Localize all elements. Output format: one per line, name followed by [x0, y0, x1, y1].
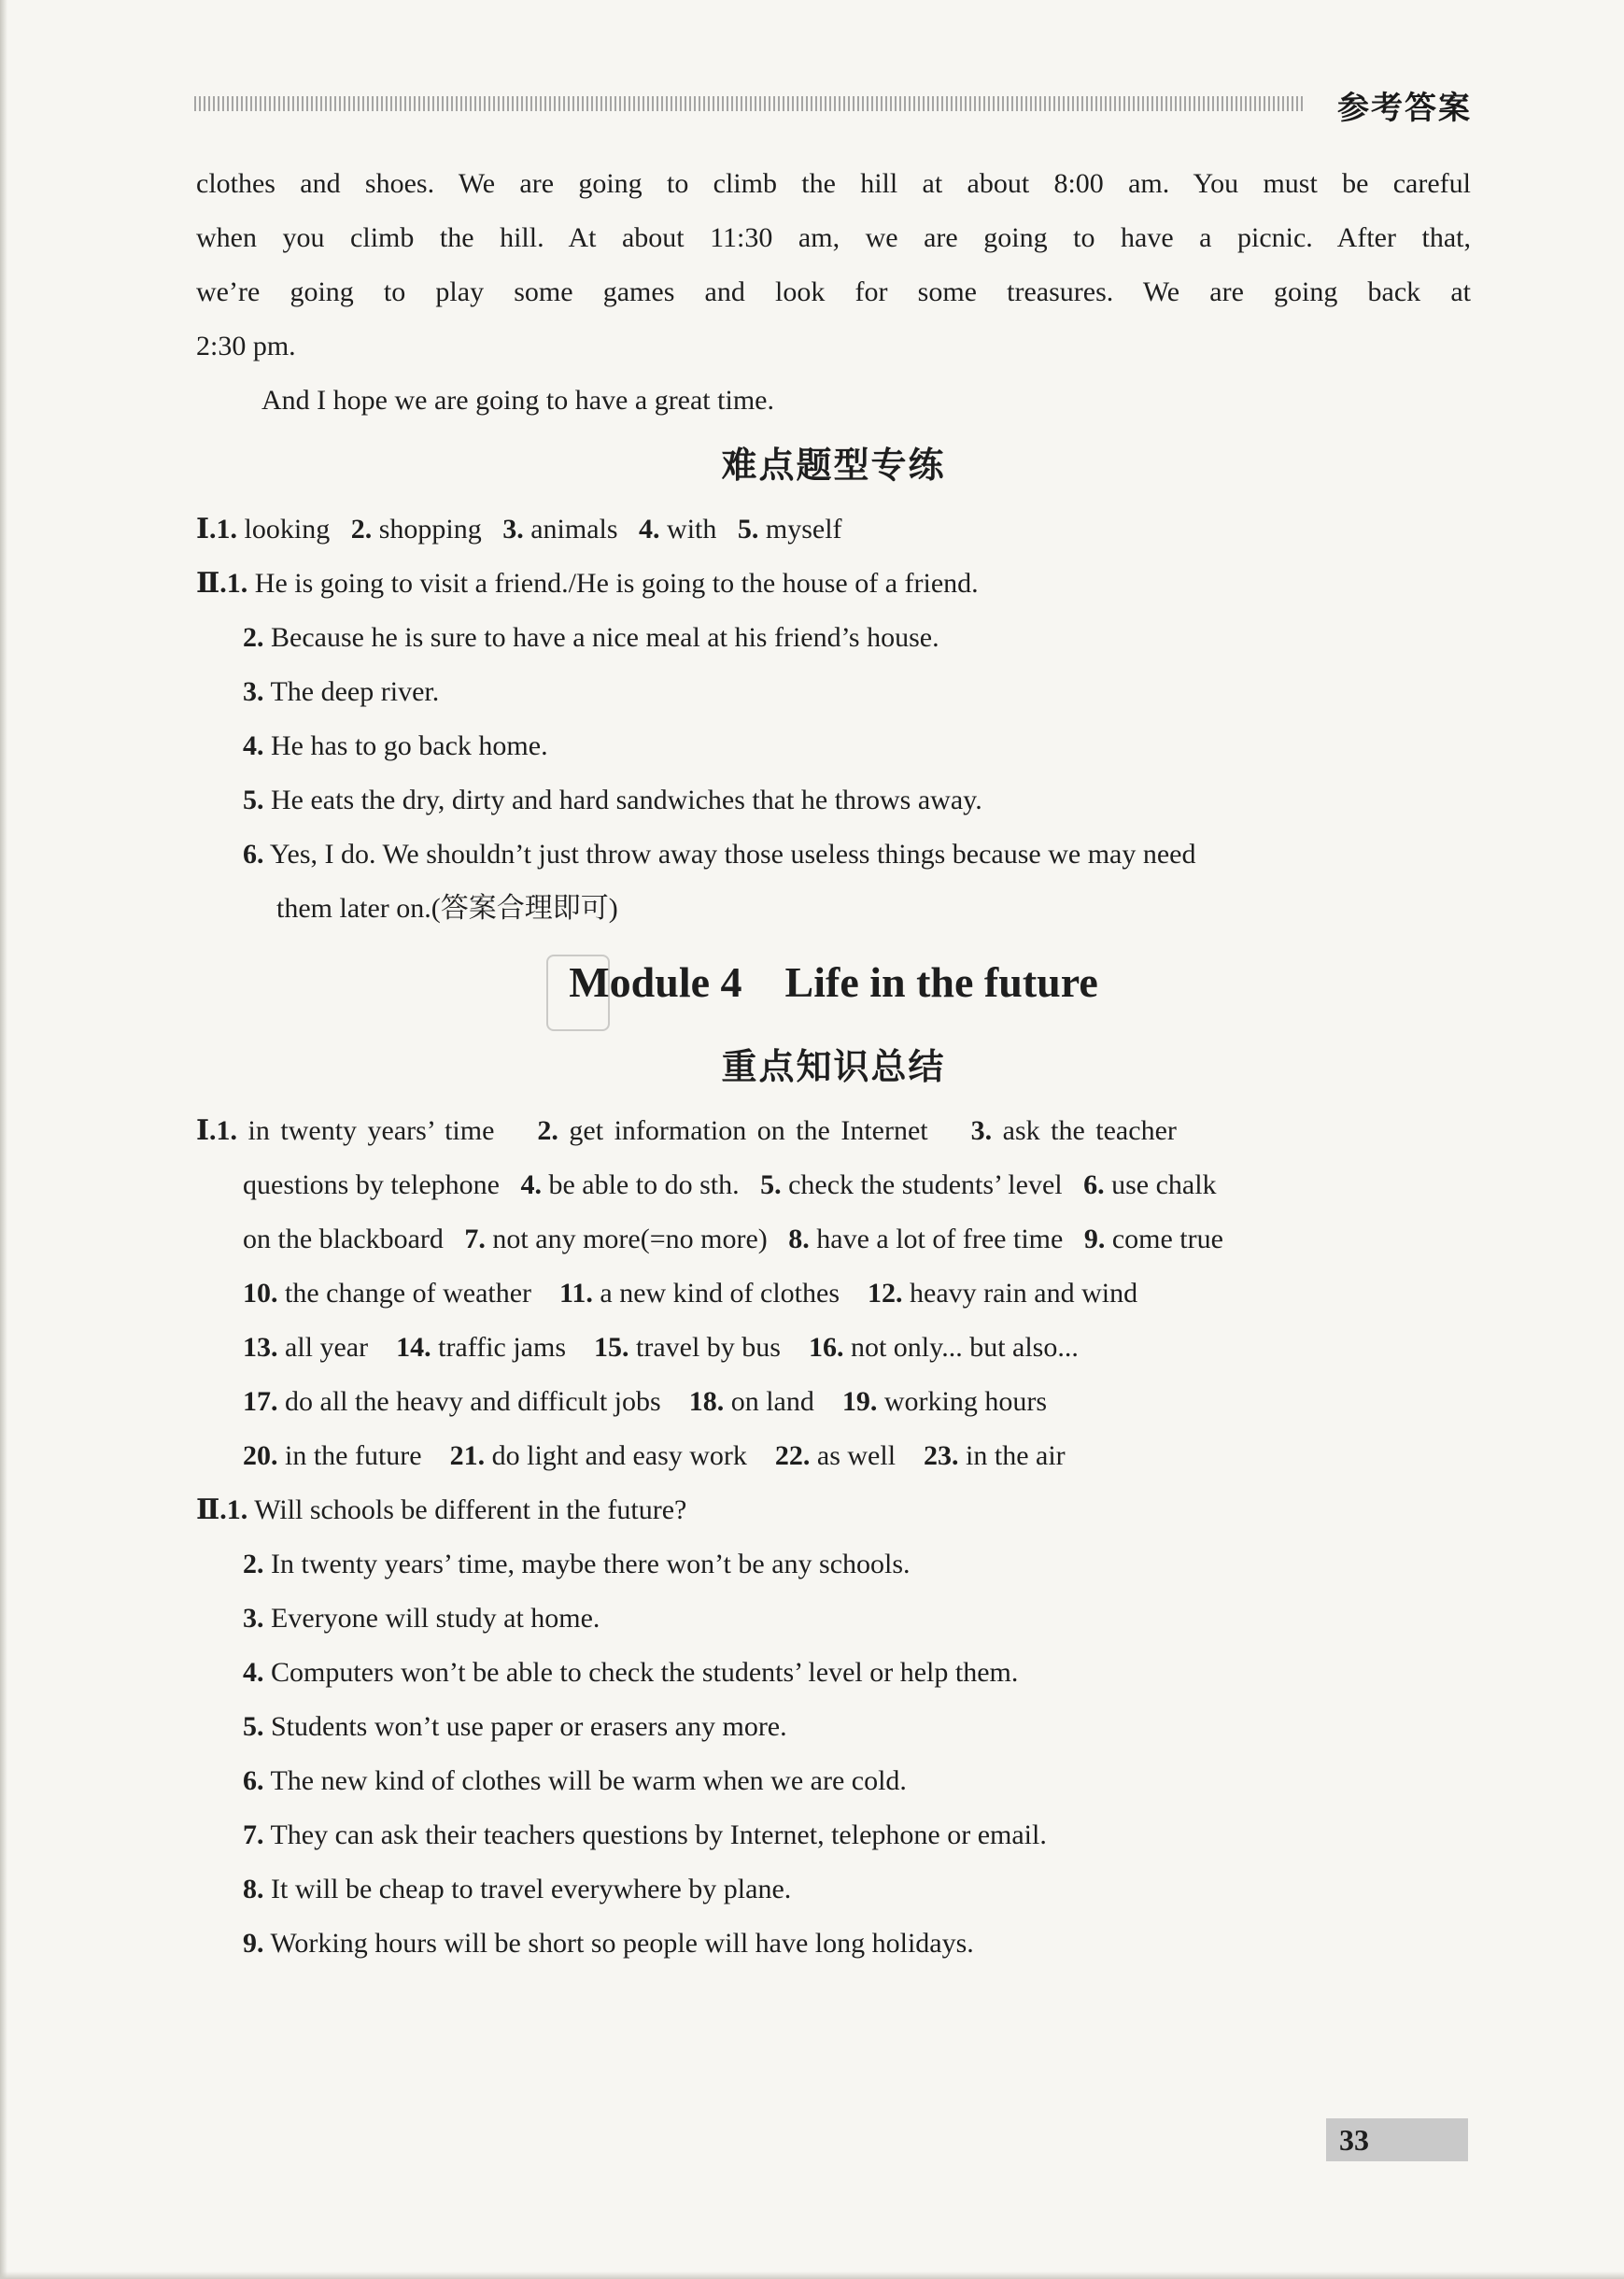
roman-numeral: Ⅰ.: [196, 514, 217, 545]
answer-row: [196, 719, 1471, 773]
phrase-text: a new kind of clothes: [600, 1278, 840, 1309]
page-edge-shadow: [0, 0, 7, 2279]
paragraph-line: And I hope we are going to have a great time.: [261, 385, 774, 416]
answer-text: Because he is sure to have a nice meal at his friend’s house.: [271, 622, 939, 653]
phrase-text: not only... but also...: [850, 1332, 1079, 1363]
item-number: 18.: [688, 1386, 725, 1417]
phrase-text: in the future: [285, 1440, 422, 1471]
item-number: 16.: [808, 1332, 844, 1363]
answer-text: It will be cheap to travel everywhere by plane.: [271, 1874, 792, 1904]
item-number: 6.: [243, 839, 264, 870]
phrase-text: heavy rain and wind: [910, 1278, 1138, 1309]
item-number: 7.: [464, 1224, 486, 1254]
item-number: 23.: [924, 1440, 959, 1471]
phrase-text: not any more(=no more): [492, 1224, 768, 1254]
header-title: 参考答案: [1337, 90, 1472, 127]
item-number: 9.: [1083, 1224, 1106, 1254]
answer-row: [196, 1917, 1471, 1971]
phrase-text: all year: [285, 1332, 369, 1363]
item-number: 9.: [243, 1928, 264, 1959]
answer-row: [196, 557, 1471, 611]
answer-text: animals: [530, 514, 618, 545]
answer-row: [196, 1429, 1471, 1483]
phrase-text: as well: [816, 1440, 897, 1471]
answer-row: [196, 1754, 1471, 1808]
item-number: 6.: [243, 1765, 264, 1796]
item-number: 8.: [788, 1224, 810, 1254]
answer-text: They can ask their teachers questions by Internet, telephone or email.: [270, 1819, 1047, 1850]
item-number: 5.: [737, 514, 759, 545]
item-number: 4.: [243, 730, 264, 761]
item-number: 7.: [243, 1819, 264, 1850]
answer-text: with: [667, 514, 717, 545]
roman-numeral: Ⅱ.: [196, 568, 227, 599]
answer-row: [196, 503, 1471, 557]
phrase-text: come true: [1111, 1224, 1223, 1254]
phrase-text: have a lot of free time: [816, 1224, 1064, 1254]
answer-row: [196, 1592, 1471, 1646]
answer-text: The deep river.: [270, 676, 440, 707]
answer-row: [196, 1375, 1471, 1429]
phrase-text: in the air: [966, 1440, 1066, 1471]
answer-text: He eats the dry, dirty and hard sandwiches that he throws away.: [271, 785, 982, 815]
item-number: 2.: [537, 1115, 558, 1146]
item-number: 22.: [774, 1440, 811, 1471]
answer-text: Working hours will be short so people will have long holidays.: [270, 1928, 974, 1959]
answer-text: He is going to visit a friend./He is going to the house of a friend.: [254, 568, 979, 599]
item-number: 1.: [226, 1494, 248, 1525]
phrase-text: the change of weather: [285, 1278, 532, 1309]
item-number: 4.: [520, 1169, 542, 1200]
item-number: 3.: [243, 676, 264, 707]
answer-text: In twenty years’ time, maybe there won’t be any schools.: [271, 1549, 911, 1579]
item-number: 5.: [243, 1711, 264, 1742]
phrase-text: in twenty years’ time: [247, 1115, 495, 1146]
answer-row: [196, 1321, 1471, 1375]
paragraph-line: when you climb the hill. At about 11:30 am, we are going to have a picnic. After that,: [196, 222, 1471, 253]
module-title: Module 4 Life in the future: [569, 958, 1098, 1006]
section-heading: 重点知识总结: [721, 1046, 946, 1087]
item-number: 1.: [216, 1115, 238, 1146]
item-number: 2.: [350, 514, 373, 545]
section-heading: 难点题型专练: [721, 445, 946, 486]
answer-row: [196, 1267, 1471, 1321]
answer-row-continuation: them later on.(答案合理即可): [276, 893, 618, 924]
item-number: 6.: [1083, 1169, 1105, 1200]
item-number: 21.: [449, 1440, 486, 1471]
item-number: 3.: [502, 514, 524, 545]
phrase-text: traffic jams: [438, 1332, 566, 1363]
item-number: 5.: [243, 785, 264, 815]
phrase-text: check the students’ level: [788, 1169, 1063, 1200]
paragraph-line: clothes and shoes. We are going to climb the hill at about 8:00 am. You must be careful: [196, 168, 1471, 199]
item-number: 4.: [243, 1657, 264, 1688]
answer-row: [196, 611, 1471, 665]
answer-text: Yes, I do. We shouldn’t just throw away those useless things because we may need: [269, 839, 1196, 870]
answer-row: [196, 1158, 1471, 1212]
phrase-text: on land: [730, 1386, 814, 1417]
roman-numeral: Ⅰ.: [196, 1115, 217, 1146]
answer-text: Will schools be different in the future?: [254, 1494, 687, 1525]
answer-row: [196, 1808, 1471, 1862]
item-number: 2.: [243, 622, 264, 653]
answer-text: Everyone will study at home.: [271, 1603, 600, 1634]
phrase-text: working hours: [883, 1386, 1047, 1417]
answer-row: [196, 1212, 1471, 1267]
answer-row: [196, 665, 1471, 719]
item-number: 5.: [760, 1169, 782, 1200]
phrase-text: travel by bus: [636, 1332, 781, 1363]
answer-text: Computers won’t be able to check the students’ level or help them.: [271, 1657, 1019, 1688]
item-number: 1.: [216, 514, 238, 545]
phrase-text: use chalk: [1111, 1169, 1217, 1200]
answer-row: [196, 1483, 1471, 1537]
item-number: 14.: [396, 1332, 431, 1363]
answer-row: [196, 1700, 1471, 1754]
answer-row: [196, 1862, 1471, 1917]
roman-numeral: Ⅱ.: [196, 1494, 227, 1525]
page-content: [196, 157, 1471, 1971]
page-number: 33: [1326, 2118, 1468, 2161]
item-number: 4.: [639, 514, 660, 545]
paragraph-line: 2:30 pm.: [196, 331, 296, 361]
phrase-text: questions by telephone: [243, 1169, 500, 1200]
item-number: 13.: [243, 1332, 278, 1363]
answer-text: He has to go back home.: [271, 730, 548, 761]
item-number: 3.: [970, 1115, 993, 1146]
phrase-text: ask the teacher: [1002, 1115, 1177, 1146]
page-bottom-shadow: [0, 2272, 1624, 2279]
item-number: 19.: [841, 1386, 878, 1417]
answer-text: myself: [765, 514, 842, 545]
phrase-text: be able to do sth.: [548, 1169, 740, 1200]
phrase-text: do light and easy work: [491, 1440, 747, 1471]
answer-text: The new kind of clothes will be warm when we are cold.: [270, 1765, 907, 1796]
answer-row: [196, 773, 1471, 828]
answer-text: Students won’t use paper or erasers any more.: [271, 1711, 787, 1742]
item-number: 1.: [226, 568, 248, 599]
item-number: 12.: [868, 1278, 903, 1309]
answer-row: [196, 1537, 1471, 1592]
paragraph-line: we’re going to play some games and look for some treasures. We are going back at: [196, 276, 1471, 307]
answer-text: looking: [244, 514, 331, 545]
header-rule: [194, 96, 1306, 111]
answer-row: [196, 828, 1471, 882]
item-number: 17.: [243, 1386, 278, 1417]
item-number: 10.: [243, 1278, 278, 1309]
item-number: 2.: [243, 1549, 264, 1579]
item-number: 11.: [559, 1278, 593, 1309]
answer-row: [196, 1104, 1471, 1158]
item-number: 20.: [243, 1440, 278, 1471]
item-number: 8.: [243, 1874, 264, 1904]
phrase-text: get information on the Internet: [569, 1115, 928, 1146]
phrase-text: do all the heavy and difficult jobs: [285, 1386, 661, 1417]
item-number: 15.: [594, 1332, 629, 1363]
item-number: 3.: [243, 1603, 264, 1634]
phrase-text: on the blackboard: [243, 1224, 444, 1254]
answer-text: shopping: [378, 514, 482, 545]
answer-row: [196, 1646, 1471, 1700]
